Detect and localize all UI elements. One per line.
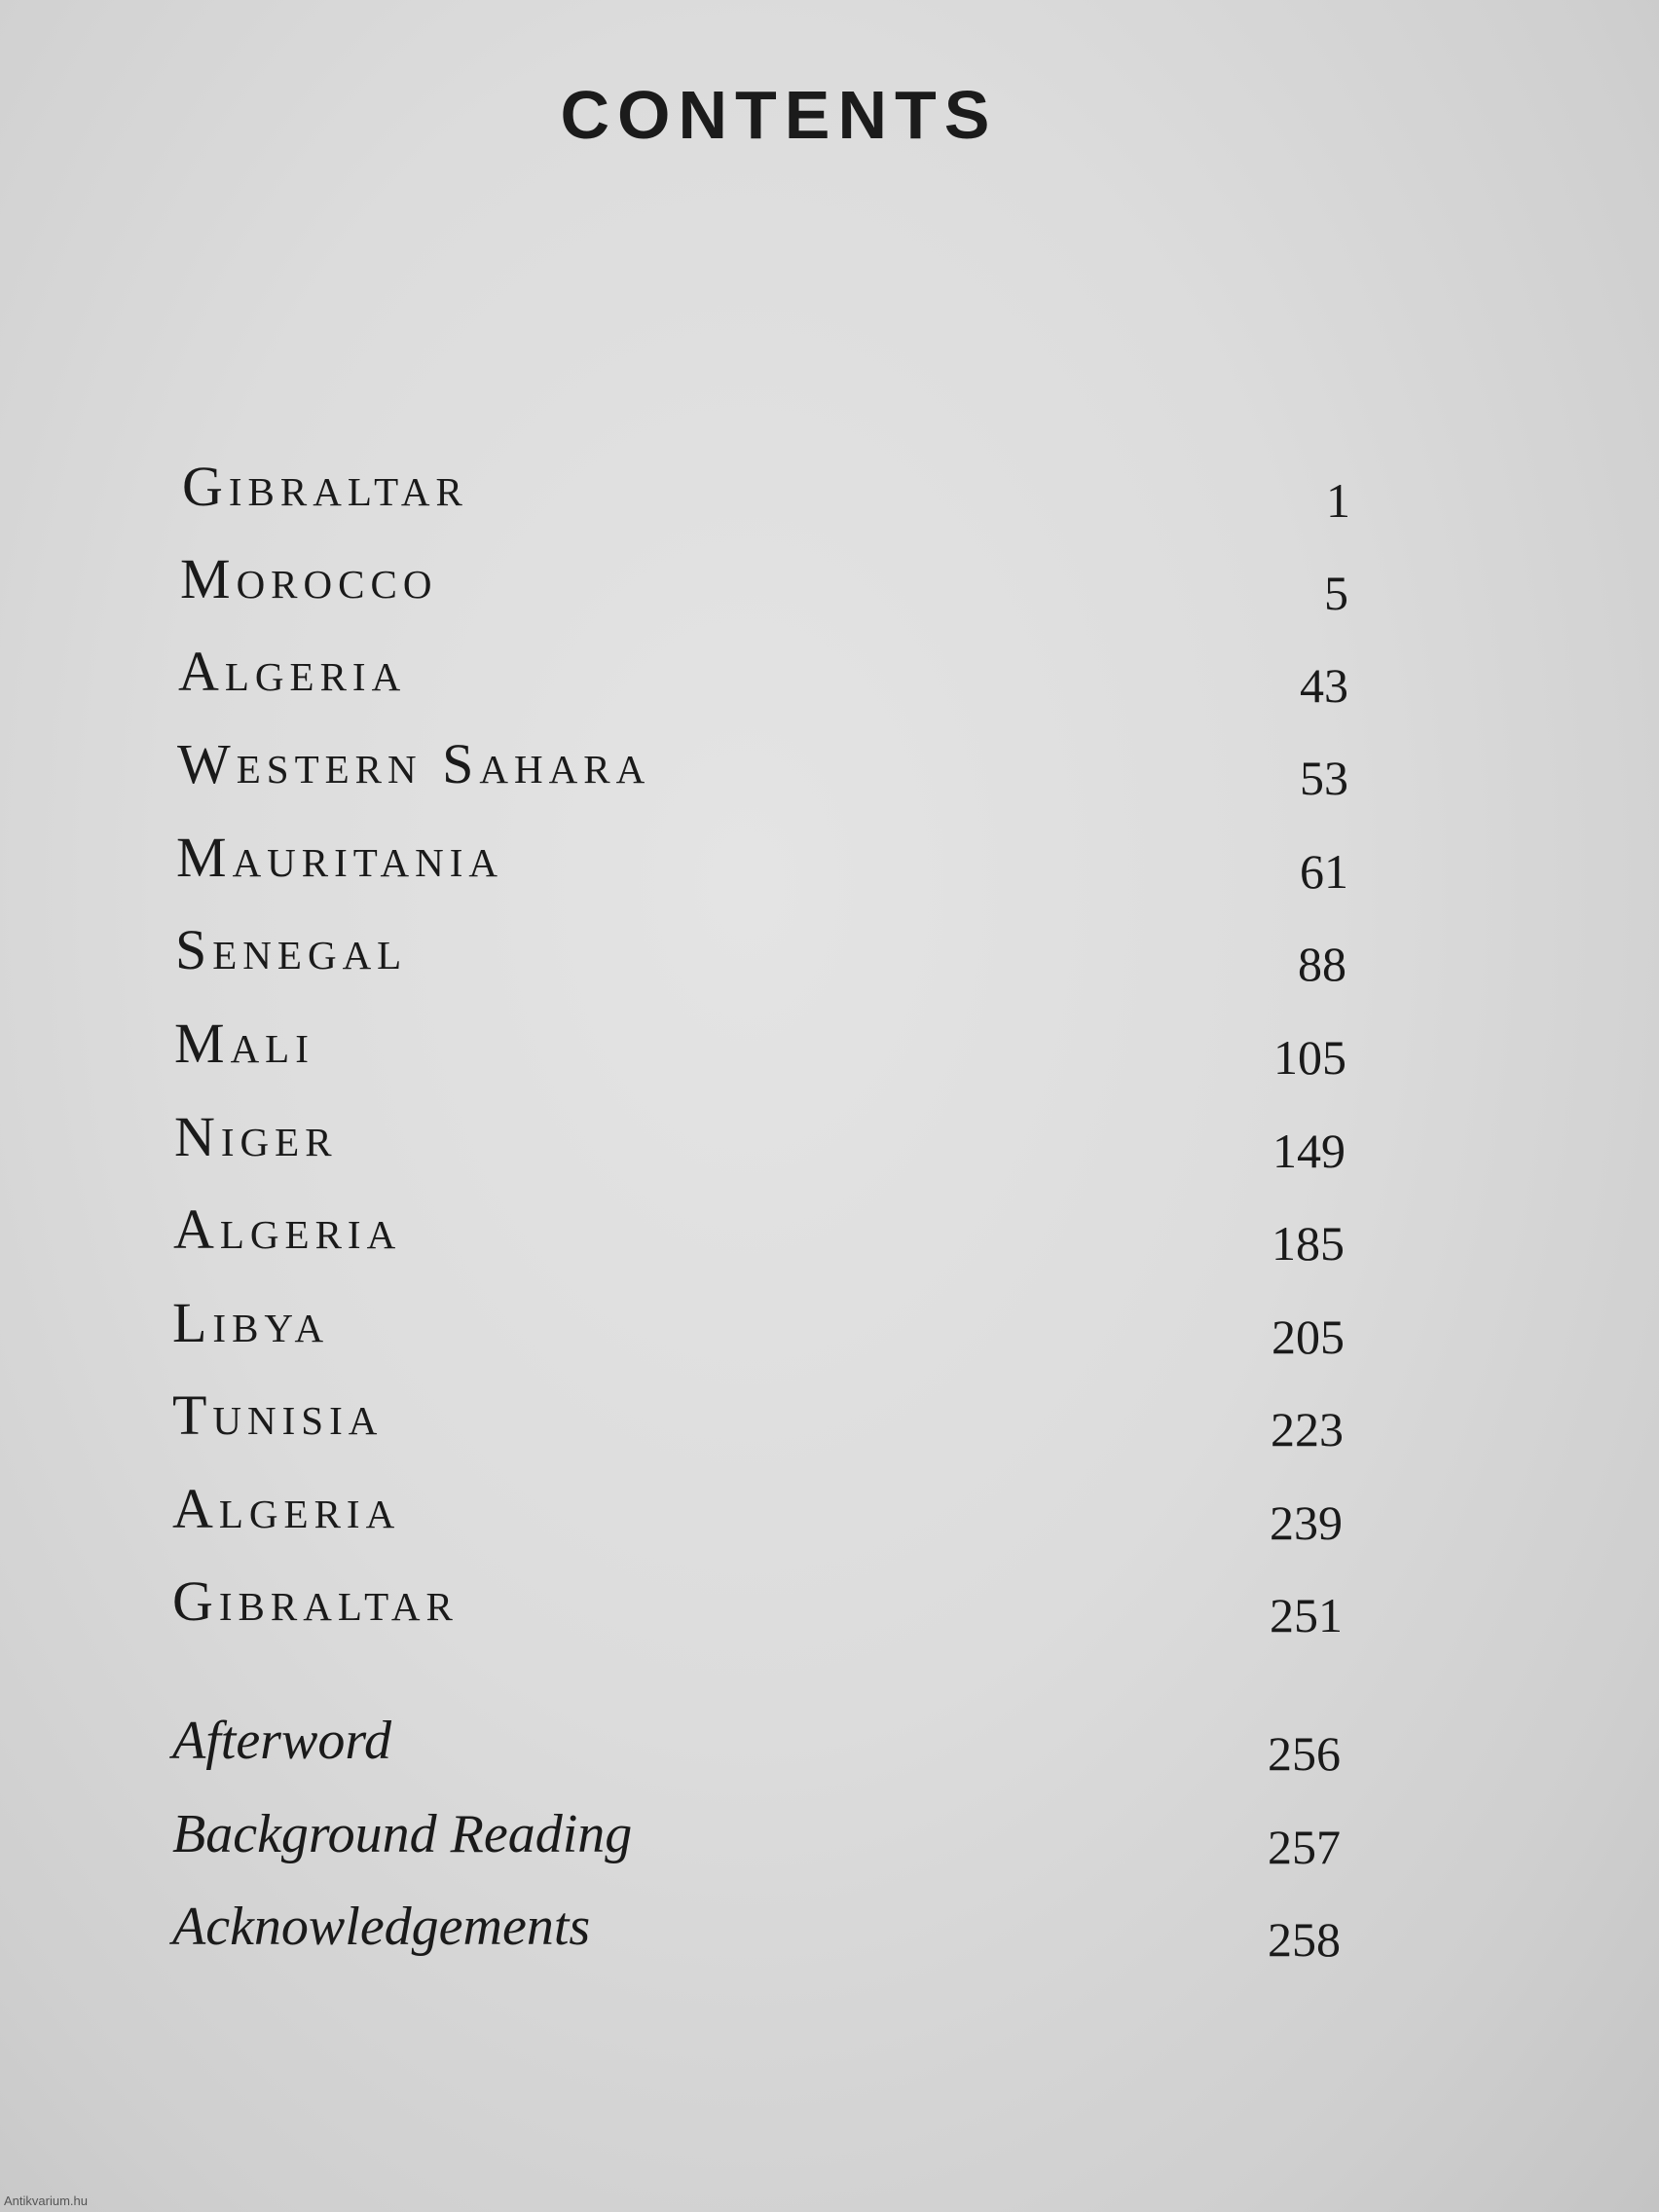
toc-entry (174, 1103, 1346, 1181)
chapter-title: Gibraltar (182, 455, 468, 518)
page-number: 53 (1300, 751, 1348, 805)
page-number: 251 (1270, 1588, 1343, 1642)
toc-entry (177, 730, 1348, 808)
chapter-title: Niger (174, 1105, 338, 1168)
toc-entry (172, 1382, 1344, 1459)
page-number: 61 (1300, 844, 1348, 899)
chapter-title: Algeria (172, 1477, 401, 1540)
page-number: 258 (1268, 1912, 1341, 1967)
page-number: 256 (1268, 1726, 1341, 1781)
page-number: 223 (1271, 1402, 1344, 1456)
toc-entry (176, 824, 1348, 902)
watermark: Antikvarium.hu (4, 2194, 88, 2208)
chapter-title: Algeria (178, 640, 407, 703)
toc-entry (172, 1567, 1343, 1645)
page-number: 1 (1326, 473, 1350, 528)
chapter-title: Mali (174, 1012, 314, 1075)
toc-entry (175, 916, 1346, 994)
chapter-title: Morocco (180, 547, 438, 610)
chapter-title: Senegal (175, 918, 408, 981)
toc-entry (173, 1196, 1345, 1273)
page-number: 88 (1298, 937, 1346, 991)
page-number: 205 (1272, 1309, 1345, 1364)
chapter-title: Mauritania (176, 826, 504, 889)
chapter-title: Gibraltar (172, 1569, 459, 1633)
page-number: 149 (1272, 1124, 1346, 1178)
toc-entry (174, 1010, 1346, 1088)
toc-entry (172, 1706, 1341, 1784)
toc-entry (172, 1892, 1341, 1970)
back-matter-title: Afterword (172, 1711, 392, 1771)
page-number: 105 (1273, 1030, 1346, 1085)
toc-entry (182, 453, 1350, 531)
page-number: 43 (1300, 658, 1348, 713)
page-number: 5 (1324, 566, 1348, 620)
chapter-title: Libya (172, 1291, 330, 1354)
page-title: CONTENTS (560, 77, 998, 153)
toc-entry (172, 1475, 1343, 1553)
chapter-title: Western Sahara (177, 732, 651, 795)
toc-entry (172, 1289, 1345, 1367)
toc-entry (172, 1799, 1341, 1877)
back-matter-title: Acknowledgements (172, 1897, 591, 1957)
chapter-title: Algeria (173, 1198, 402, 1261)
toc-entry (180, 545, 1348, 623)
page-number: 185 (1272, 1216, 1345, 1271)
back-matter-title: Background Reading (172, 1804, 633, 1864)
page-number: 239 (1270, 1495, 1343, 1550)
toc-entry (178, 638, 1348, 716)
chapter-title: Tunisia (172, 1383, 384, 1447)
page-number: 257 (1268, 1820, 1341, 1874)
